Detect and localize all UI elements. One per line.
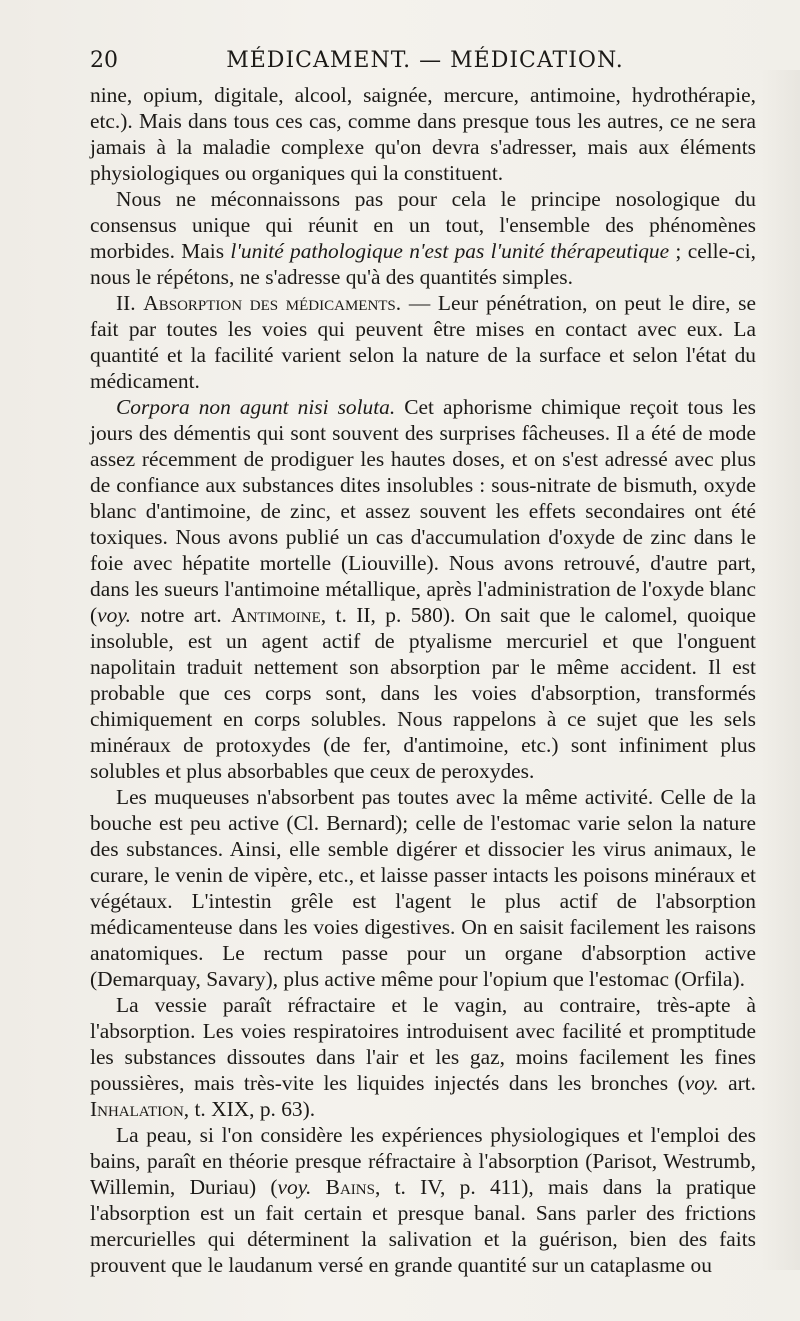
cross-reference: Inhalation (90, 1097, 184, 1121)
paragraph-continuation: nine, opium, digitale, alcool, saignée, mercure, antimoine, hydrothérapie, etc.). Mais dans tous ces cas, comme dans presque tous les autres, ce ne sera jamais à la maladie complexe qu'on devra s'adresser, mais aux éléments physiologiques ou organiques qui la constituent. (90, 83, 756, 185)
text-run: art. (718, 1071, 756, 1095)
text-run: Cet aphorisme chimique reçoit tous les jours des démentis qui sont souvent des surprises fâcheuses. Il a été de mode assez récemment de prodiguer les hautes doses, et on s'est adressé avec plus de confiance aux substances dites insolubles : sous-nitrate de bismuth, oxyde blanc d'antimoine, de zinc, et assez souvent les effets secondaires ont été toxiques. Nous avons publié un cas d'accumulation d'oxyde de zinc dans le foie avec hépatite mortelle (Liouville). Nous avons retrouvé, d'autre part, dans les sueurs l'antimoine métallique, après l'administration de l'oxyde blanc ( (90, 395, 757, 627)
text-run: La vessie paraît réfractaire et le vagin, au contraire, très-apte à l'absorption. Les voies respiratoires introduisent avec facilité et promptitude les substances dissoutes dans l'air et les gaz, moins facilement les fines poussières, mais très-vite les liquides injectés dans les bronches ( (90, 993, 756, 1095)
running-title: MÉDICAMENT. — MÉDICATION. (226, 48, 624, 73)
text-run: , t. II, p. 580). On sait que le calomel, quoique insoluble, est un agent actif de ptyalisme mercuriel et que l'onguent napolitain traduit nettement son absorption par le même accident. Il est probable que ces corps sont, dans les voies d'absorption, transformés chimiquement en corps solubles. Nous rappelons à ce sujet que les sels minéraux de protoxydes (de fer, d'antimoine, etc.) sont infiniment plus solubles et plus absorbables que ceux de peroxydes. (90, 603, 756, 783)
voy-italic: voy. (97, 603, 131, 627)
text-run: , t. XIX, p. 63). (183, 1097, 316, 1121)
paragraph-consensus (90, 186, 756, 290)
paragraph-aphorism (90, 394, 756, 784)
voy-italic: voy. (277, 1175, 312, 1199)
text-run: , t. IV, p. 411), mais dans la pratique l'absorption est un fait certain et presque banal. Sans parler des frictions mercurielles qui déterminent la salivation et la guérison, bien des faits prouvent que le laudanum versé en grande quantité sur un cataplasme ou (90, 1175, 757, 1277)
cross-reference: Bains (325, 1175, 375, 1199)
voy-italic: voy. (684, 1071, 719, 1095)
text-run: La peau, si l'on considère les expériences physiologiques et l'emploi des bains, paraît en théorie presque réfractaire à l'absorption (Parisot, Westrumb, Willemin, Duriau) ( (90, 1123, 756, 1199)
page-number: 20 (90, 48, 118, 73)
text-run: ; celle-ci, nous le répétons, ne s'adresse qu'à des quantités simples. (90, 239, 756, 289)
text-run: — Leur pénétration, on peut le dire, se fait par toutes les voies qui peuvent être mises en contact avec eux. La quantité et la facilité varient selon la nature de la surface et selon l'état du médicament. (90, 291, 756, 393)
text-run: Nous ne méconnaissons pas pour cela le principe nosologique du consensus unique qui réunit en un tout, l'ensemble des phénomènes morbides. Mais (90, 187, 756, 263)
text-run (311, 1175, 325, 1199)
paragraph-vessie (90, 992, 756, 1122)
body-text (90, 82, 756, 1278)
paragraph-peau (90, 1122, 756, 1278)
page-header (90, 44, 760, 78)
paragraph-muqueuses: Les muqueuses n'absorbent pas toutes avec la même activité. Celle de la bouche est peu active (Cl. Bernard); celle de l'estomac varie selon la nature des substances. Ainsi, elle semble digérer et dissocier les virus animaux, le curare, le venin de vipère, etc., et laisse passer intacts les poisons minéraux et végétaux. L'intestin grêle est l'agent le plus actif de l'absorption médicamenteuse dans les voies digestives. On en saisit facilement les raisons anatomiques. Le rectum passe pour un organe d'absorption active (Demarquay, Savary), plus active même pour l'opium que l'estomac (Orfila). (90, 785, 756, 991)
page-shadow (760, 70, 800, 1270)
text-run: notre art. (130, 603, 232, 627)
latin-aphorism: Corpora non agunt nisi soluta. (116, 395, 396, 419)
section-numeral: II. (116, 291, 144, 315)
paragraph-absorption-heading (90, 290, 756, 394)
cross-reference: Antimoine (231, 603, 321, 627)
section-heading: Absorption des médicaments. (143, 291, 402, 315)
italic-phrase: l'unité pathologique n'est pas l'unité thérapeutique (230, 239, 670, 263)
